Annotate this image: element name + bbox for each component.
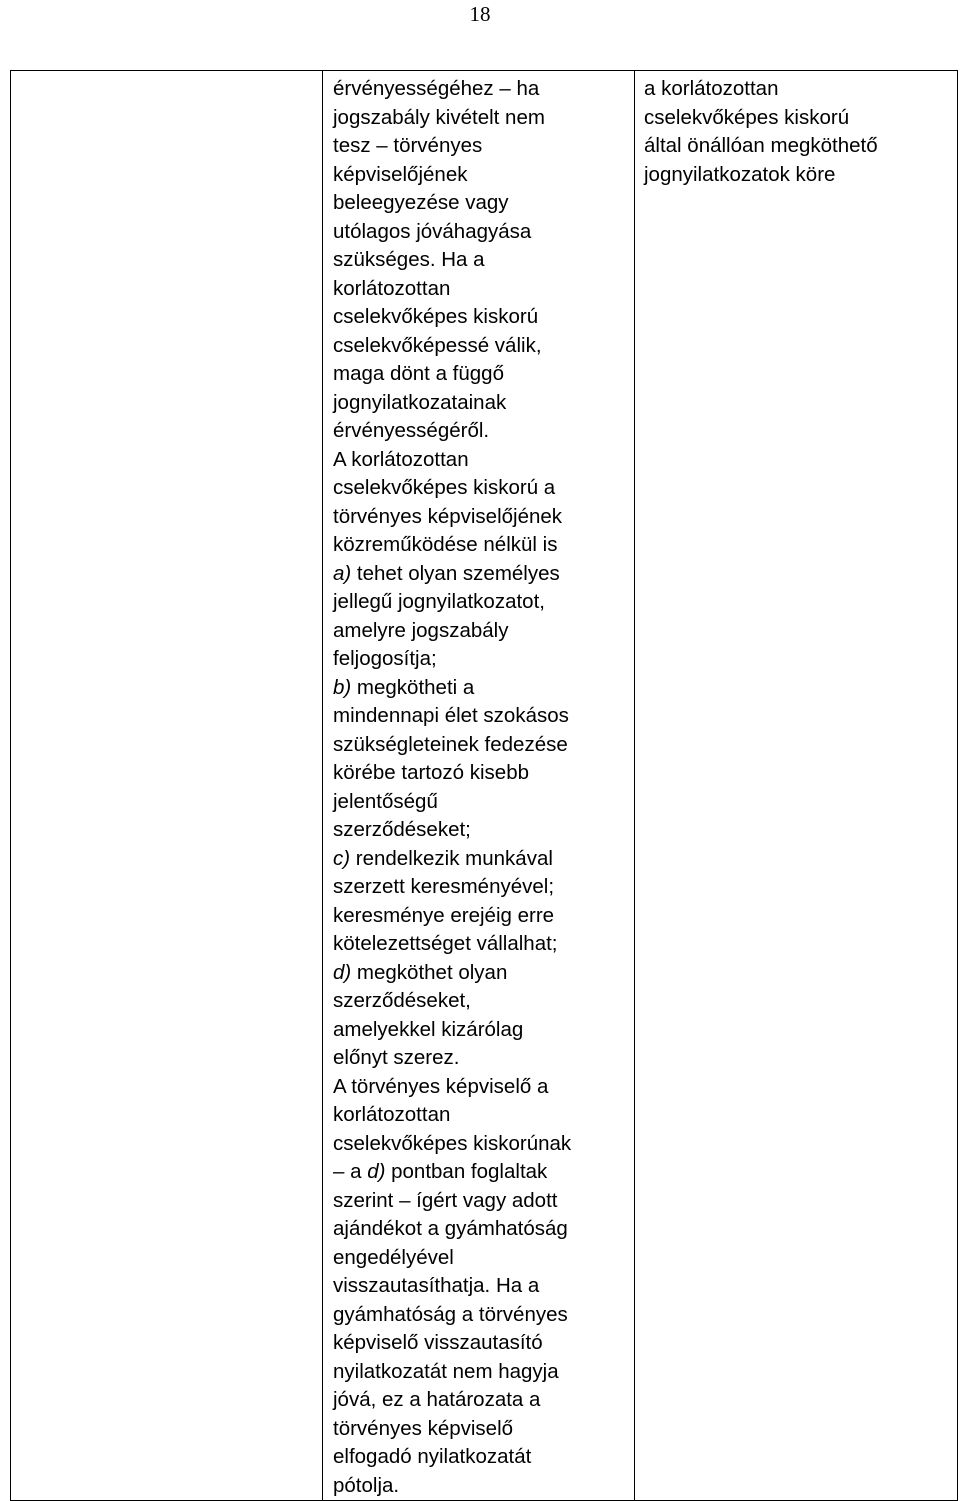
line-text: szükségleteinek fedezése xyxy=(333,732,568,756)
text-line xyxy=(333,1443,634,1472)
text-line xyxy=(333,1329,634,1358)
text-line xyxy=(333,816,634,845)
text-line xyxy=(333,560,634,589)
line-text: érvényességéhez – ha xyxy=(333,77,540,100)
text-line xyxy=(333,987,634,1016)
line-text: szerint – ígért vagy adott xyxy=(333,1188,558,1212)
text-line xyxy=(333,531,634,560)
list-marker: b) xyxy=(333,675,352,699)
text-line xyxy=(333,1130,634,1159)
text-line xyxy=(333,1272,634,1301)
text-line xyxy=(333,303,634,332)
line-text: visszautasíthatja. Ha a xyxy=(333,1274,540,1297)
line-text: törvényes képviselőjének xyxy=(333,504,563,528)
text-line xyxy=(333,104,634,133)
line-text: pontban foglaltak xyxy=(385,1160,548,1183)
text-line xyxy=(333,1187,634,1216)
text-line xyxy=(333,731,634,760)
text-line xyxy=(333,446,634,475)
left-column-cell xyxy=(11,71,323,1501)
line-text: jogszabály kivételt nem xyxy=(333,105,545,129)
text-line xyxy=(333,1358,634,1387)
line-text: A korlátozottan xyxy=(333,447,469,471)
text-line: cselekvőképes kiskorú xyxy=(644,105,850,129)
text-line xyxy=(333,1244,634,1273)
text-line xyxy=(333,1415,634,1444)
line-text: törvényes képviselő xyxy=(333,1416,514,1440)
line-text: jelentőségű xyxy=(333,789,438,813)
text-line xyxy=(333,1158,634,1187)
text-line xyxy=(333,503,634,532)
line-text: jognyilatkozatainak xyxy=(333,390,507,414)
text-line xyxy=(333,332,634,361)
text-line xyxy=(333,1044,634,1073)
document-table xyxy=(10,70,958,1501)
line-text: képviselőjének xyxy=(333,162,468,186)
line-text: megkötheti a xyxy=(351,675,475,699)
right-column-text xyxy=(635,71,957,189)
middle-column-cell xyxy=(323,71,635,1501)
right-column-cell xyxy=(635,71,958,1501)
text-line: jognyilatkozatok köre xyxy=(644,162,836,186)
line-text: szerzett keresményével; xyxy=(333,875,555,898)
line-text: keresménye erejéig erre xyxy=(333,903,555,927)
text-line xyxy=(333,930,634,959)
line-text: amelyekkel kizárólag xyxy=(333,1017,524,1041)
list-marker: d) xyxy=(367,1160,386,1183)
line-text: megköthet olyan xyxy=(351,960,508,984)
line-text: gyámhatóság a törvényes xyxy=(333,1302,568,1326)
text-line xyxy=(333,389,634,418)
line-text: korlátozottan xyxy=(333,1103,451,1126)
line-text: korlátozottan xyxy=(333,276,451,300)
line-text: kötelezettséget vállalhat; xyxy=(333,932,558,955)
text-line xyxy=(333,218,634,247)
text-line xyxy=(333,246,634,275)
text-line xyxy=(333,617,634,646)
line-text: jóvá, ez a határozata a xyxy=(333,1388,541,1411)
line-text: – a xyxy=(333,1160,368,1183)
line-text: rendelkezik munkával xyxy=(350,846,553,870)
line-text: képviselő visszautasító xyxy=(333,1331,543,1354)
middle-column-text xyxy=(323,71,634,1500)
page-number: 18 xyxy=(469,2,491,26)
text-line xyxy=(333,132,634,161)
line-text: tehet olyan személyes xyxy=(351,561,560,585)
line-text: nyilatkozatát nem hagyja xyxy=(333,1359,559,1383)
text-line xyxy=(333,1016,634,1045)
text-line xyxy=(333,1386,634,1415)
text-line xyxy=(333,1215,634,1244)
text-line xyxy=(333,588,634,617)
line-text: utólagos jóváhagyása xyxy=(333,219,532,243)
text-line: által önállóan megköthető xyxy=(644,134,878,157)
text-line xyxy=(333,702,634,731)
text-line xyxy=(333,759,634,788)
text-line xyxy=(333,275,634,304)
line-text: előnyt szerez. xyxy=(333,1046,460,1069)
line-text: pótolja. xyxy=(333,1473,400,1497)
text-line xyxy=(333,161,634,190)
text-line xyxy=(333,75,634,104)
line-text: mindennapi élet szokásos xyxy=(333,704,569,727)
line-text: szerződéseket; xyxy=(333,818,471,841)
line-text: beleegyezése vagy xyxy=(333,191,509,214)
text-line xyxy=(333,845,634,874)
line-text: amelyre jogszabály xyxy=(333,618,509,642)
line-text: cselekvőképes kiskorú xyxy=(333,305,539,328)
text-line xyxy=(333,645,634,674)
text-line xyxy=(333,360,634,389)
text-line xyxy=(333,417,634,446)
line-text: feljogosítja; xyxy=(333,647,437,670)
line-text: körébe tartozó kisebb xyxy=(333,761,530,784)
line-text: maga dönt a függő xyxy=(333,362,504,385)
line-text: érvényességéről. xyxy=(333,419,490,442)
text-line xyxy=(333,788,634,817)
text-line xyxy=(333,674,634,703)
line-text: cselekvőképes kiskorúnak xyxy=(333,1131,572,1155)
text-line xyxy=(333,873,634,902)
text-line xyxy=(333,1472,634,1501)
list-marker: c) xyxy=(333,846,351,870)
text-line: a korlátozottan xyxy=(644,77,779,100)
line-text: cselekvőképessé válik, xyxy=(333,333,542,357)
list-marker: a) xyxy=(333,561,352,585)
line-text: ajándékot a gyámhatóság xyxy=(333,1217,568,1240)
line-text: tesz – törvényes xyxy=(333,134,483,157)
line-text: jellegű jognyilatkozatot, xyxy=(333,590,545,613)
line-text: szükséges. Ha a xyxy=(333,248,485,271)
line-text: A törvényes képviselő a xyxy=(333,1074,549,1098)
list-marker: d) xyxy=(333,960,352,984)
table-row xyxy=(11,71,958,1501)
line-text: szerződéseket, xyxy=(333,989,471,1012)
text-line xyxy=(333,1101,634,1130)
line-text: engedélyével xyxy=(333,1245,454,1269)
text-line xyxy=(333,1301,634,1330)
line-text: elfogadó nyilatkozatát xyxy=(333,1445,532,1468)
text-line xyxy=(333,474,634,503)
line-text: közreműködése nélkül is xyxy=(333,533,558,556)
text-line xyxy=(333,1073,634,1102)
text-line xyxy=(333,902,634,931)
text-line xyxy=(333,189,634,218)
text-line xyxy=(333,959,634,988)
line-text: cselekvőképes kiskorú a xyxy=(333,476,556,499)
